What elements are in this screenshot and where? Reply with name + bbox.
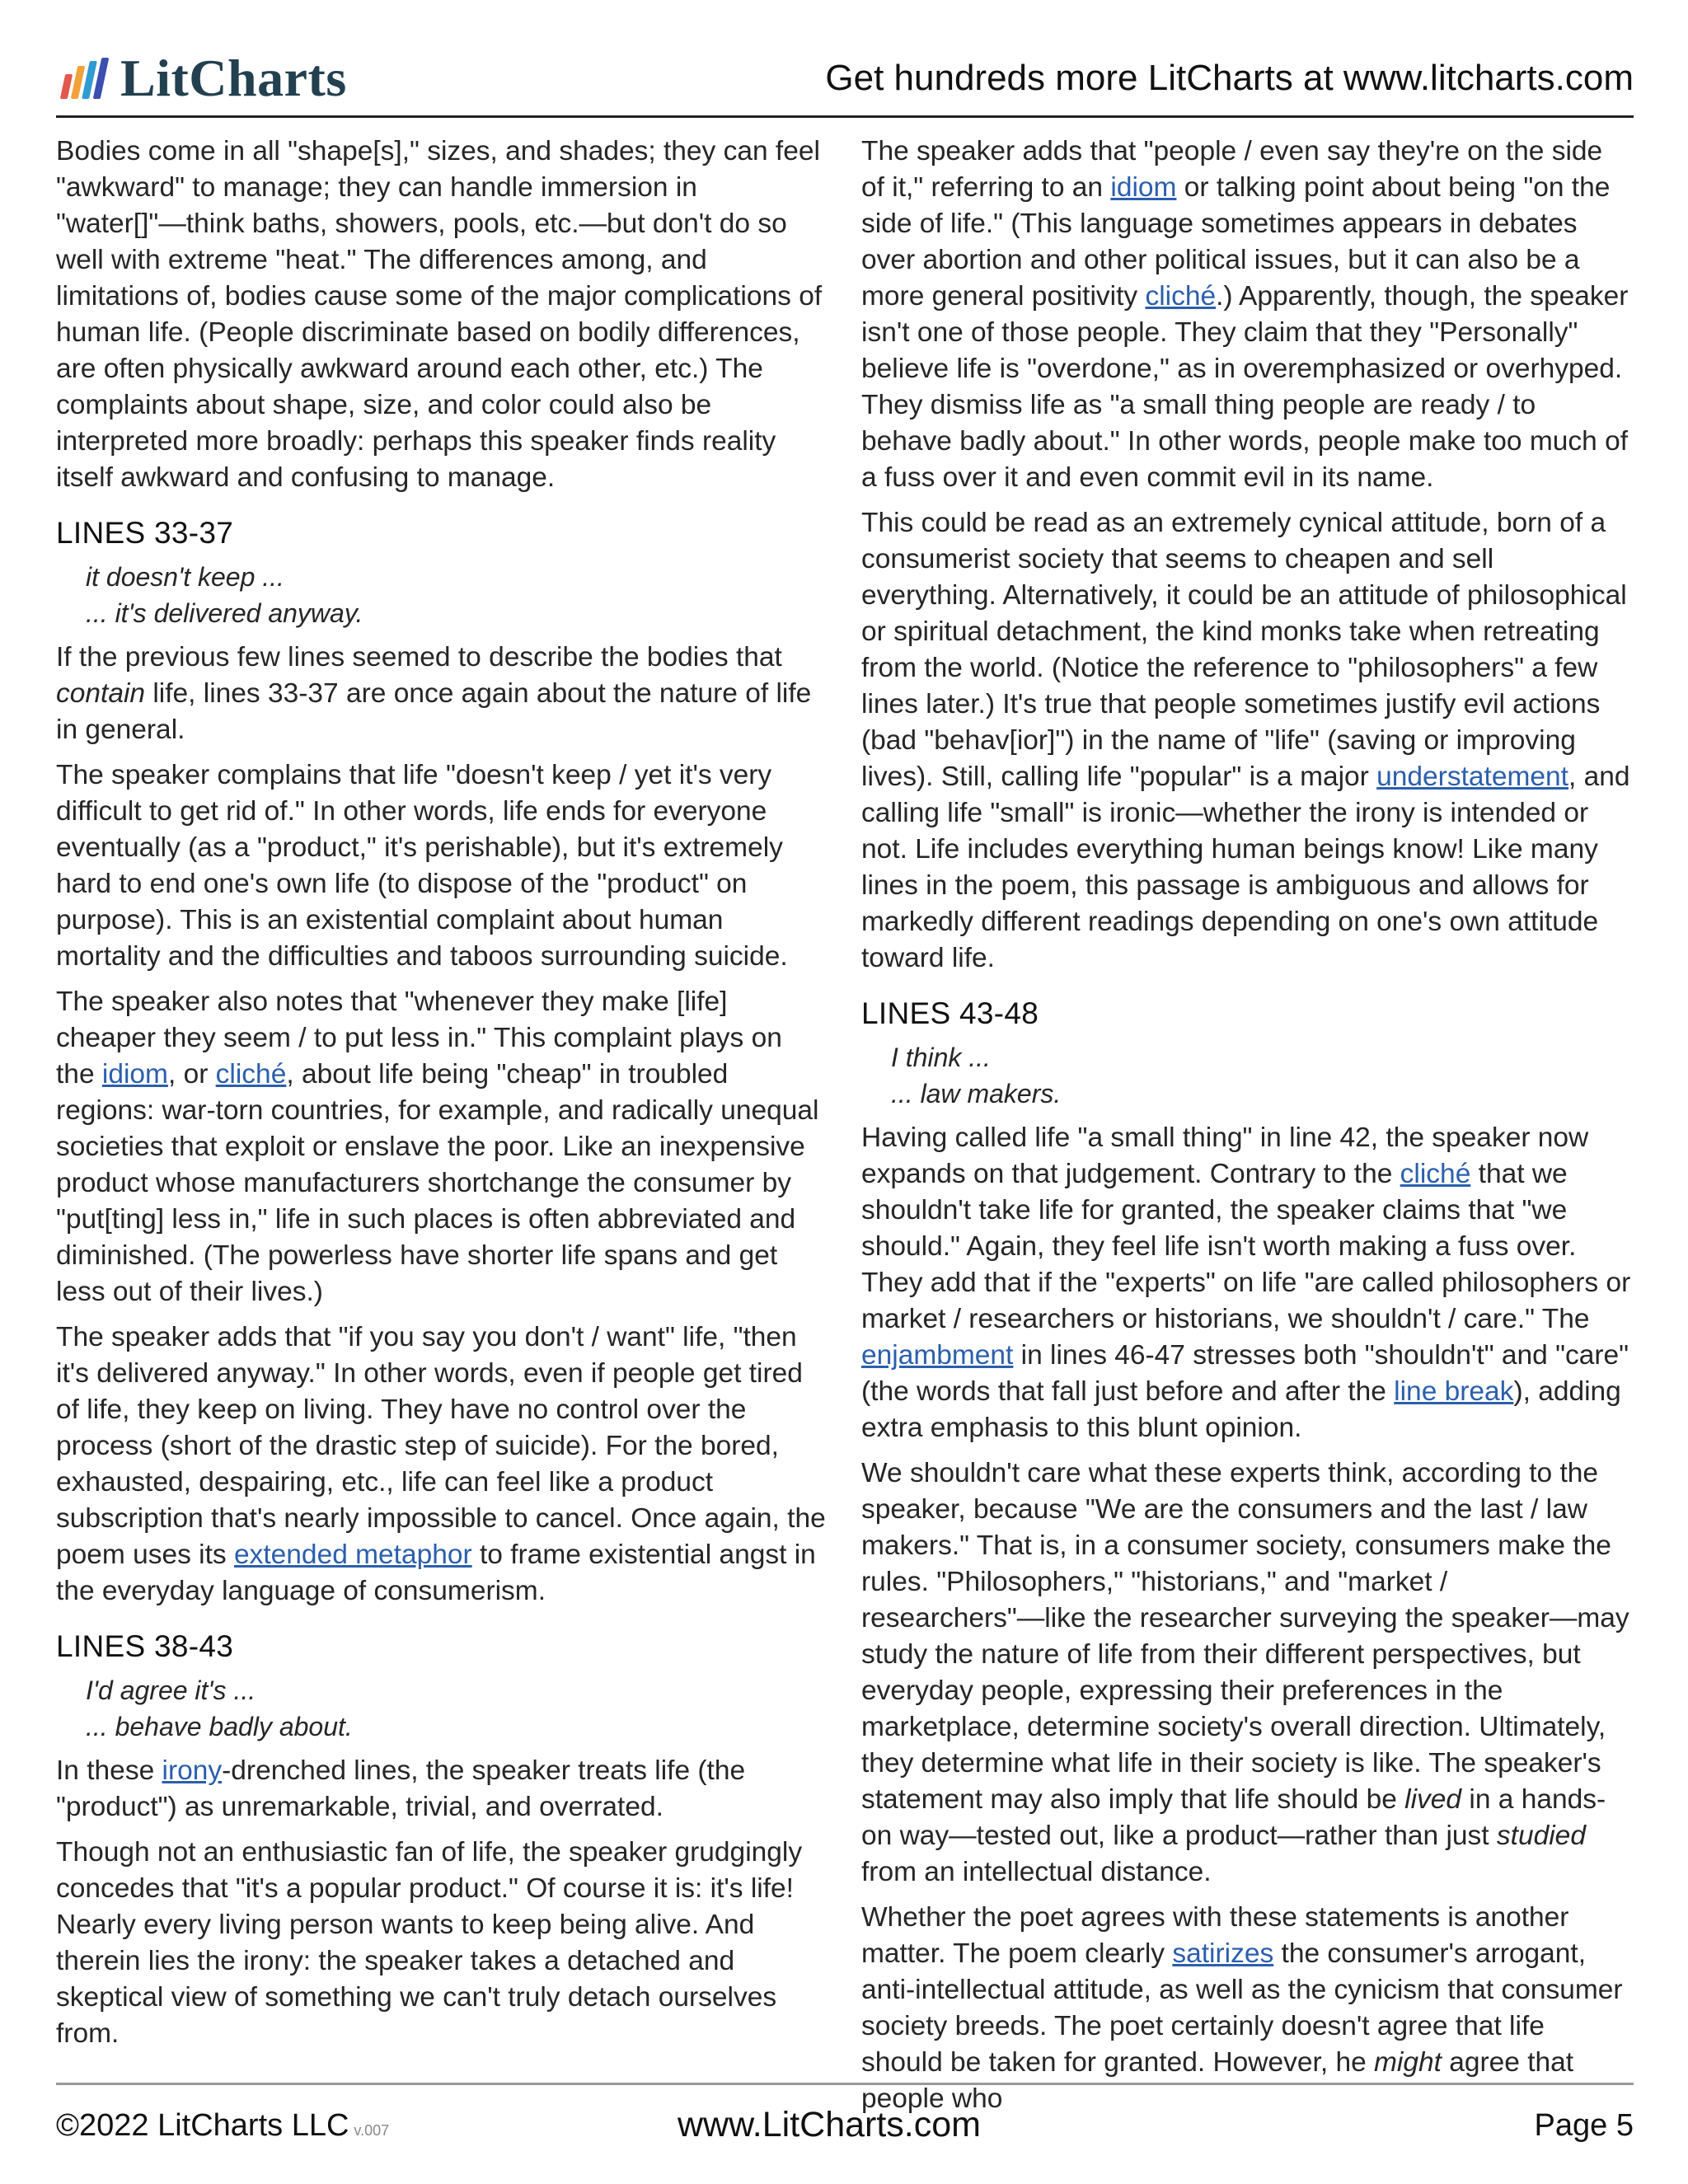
section-heading: LINES 38-43 [56,1629,234,1663]
text: .) Apparently, though, the speaker isn't one of those people. They claim that they "Personally" believe life is "overdone," as in overemphasized or overhyped. They dismiss life as "a small thing people are ready / to behave badly about." In other words, people make too much of a fuss over it and even commit evil in its name. [861,281,1629,493]
text: in lines 46-47 stresses both "shouldn't" and "care" (the words that fall just before and after the [861,1340,1629,1407]
page-number: Page 5 [1534,2108,1634,2143]
page-header [56,49,1634,118]
link-enjambment[interactable]: enjambment [861,1340,1014,1371]
link-line-break[interactable]: line break [1394,1376,1514,1407]
text: agree that people who [861,2047,1574,2114]
text: The speaker also notes that "whenever they make [life] cheaper they seem / to put less in." This complaint plays on the [56,987,782,1090]
text: , about life being "cheap" in troubled regions: war-torn countries, for example, and radically unequal societies that exploit or enslave the poor. Like an inexpensive product whose manufacturers shortchange the consumer by "put[ting] less in," life in such places is often abbreviated and diminished. (The powerless have shorter life spans and get less out of their lives.) [56,1059,819,1307]
paragraph: Though not an enthusiastic fan of life, the speaker grudgingly concedes that "it's a popular product." Of course it is: it's life! Nearly every living person wants to keep being alive. And therein lies the irony: the speaker takes a detached and skeptical view of something we can't truly detach ourselves from. [56,1837,803,2049]
quote-excerpt [891,1039,1633,1112]
brand-name: LitCharts [120,49,347,107]
text: the consumer's arrogant, anti-intellectual attitude, as well as the cynicism that consumer society breeds. The poet certainly doesn't agree that life should be taken for granted. However, he [861,1938,1623,2078]
link-irony[interactable]: irony [162,1755,223,1786]
text: ), adding extra emphasis to this blunt opinion. [861,1376,1621,1443]
text: -drenched lines, the speaker treats life (the "product") as unremarkable, trivial, and overrated. [56,1755,746,1822]
paragraph [861,1455,1633,1891]
text: that we shouldn't take life for granted, the speaker claims that "we should." Again, they feel life isn't worth making a fuss over. They add that if the "experts" on life "are called philosophers or market / researchers or historians, we shouldn't / care." The [861,1159,1631,1334]
quote-line: ... law makers. [891,1079,1062,1108]
text: , or [167,1059,216,1090]
paragraph [56,1319,828,1610]
paragraph: The speaker complains that life "doesn't keep / yet it's very difficult to get rid of." In other words, life ends for everyone eventually (as a "product," it's perishable), but it's extremely hard to end one's own life (to dispose of the "product" on purpose). This is an existential complaint about human mortality and the difficulties and taboos surrounding suicide. [56,760,788,972]
paragraph: Bodies come in all "shape[s]," sizes, and shades; they can feel "awkward" to manage; they can handle immersion in "water[]"—think baths, showers, pools, etc.—but don't do so well with extreme "heat." The differences among, and limitations of, bodies cause some of the major complications of human life. (People discriminate based on bodily differences, are often physically awkward around each other, etc.) The complaints about shape, size, and color could also be interpreted more broadly: perhaps this speaker finds reality itself awkward and confusing to manage. [56,136,823,493]
text: from an intellectual distance. [861,1857,1212,1887]
section-heading: LINES 43-48 [861,996,1039,1030]
paragraph [861,505,1633,977]
section-heading: LINES 33-37 [56,516,234,550]
paragraph [861,134,1633,496]
link-extended-metaphor[interactable]: extended metaphor [233,1540,472,1570]
quote-line: ... behave badly about. [86,1712,353,1741]
text: If the previous few lines seemed to describe the bodies that [56,642,782,673]
link-idiom[interactable]: idiom [1110,172,1177,203]
version-label: v.007 [354,2122,390,2139]
paragraph [861,1120,1633,1446]
text: The speaker adds that "people / even say they're on the side of it," referring to an [861,136,1603,203]
logo-bars-icon [63,58,109,99]
link-understatement[interactable]: understatement [1376,762,1568,792]
text: in a hands-on way—tested out, like a product—rather than just [861,1784,1606,1851]
paragraph [56,984,828,1310]
header-tagline: Get hundreds more LitCharts at www.litcharts.com [825,58,1634,98]
footer-site-link[interactable]: www.LitCharts.com [678,2105,981,2144]
quote-line: ... it's delivered anyway. [86,598,363,628]
quote-line: I think ... [891,1043,991,1072]
text: The speaker adds that "if you say you don't / want" life, "then it's delivered anyway." In other words, even if people get tired of life, they keep on living. They have no control over the process (short of the drastic step of suicide). For the bored, exhausted, despairing, etc., life can feel like a product subscription that's nearly impossible to cancel. Once again, the poem uses its [56,1322,826,1570]
text: or talking point about being "on the side of life." (This language sometimes appears in debates over abortion and other political issues, but it can also be a more general positivity [861,172,1611,312]
copyright-notice [56,2108,389,2144]
link-idiom[interactable]: idiom [101,1059,168,1090]
paragraph [56,1753,828,1825]
text: , and calling life "small" is ironic—whether the irony is intended or not. Life includes everything human beings know! Like many lines in the poem, this passage is ambiguous and allows for markedly different readings depending on one's own attitude toward life. [861,762,1630,973]
text: This could be read as an extremely cynical attitude, born of a consumerist society that seems to cheapen and sell everything. Alternatively, it could be an attitude of philosophical or spiritual detachment, the kind monks take when retreating from the world. (Notice the reference to "philosophers" a few lines later.) It's true that people sometimes justify evil actions (bad "behav[ior]") in the name of "life" (saving or improving lives). Still, calling life "popular" is a major [861,508,1627,792]
left-column [56,134,828,2061]
quote-line: it doesn't keep ... [86,562,284,592]
paragraph [56,640,828,748]
text: We shouldn't care what these experts think, according to the speaker, because "We are the consumers and the last / law makers." That is, in a consumer society, consumers make the rules. "Philosophers," "historians," and "market / researchers"—like the researcher surveying the speaker—may study the nature of life from their different perspectives, but everyday people, expressing their preferences in the marketplace, determine society's overall direction. Ultimately, they determine what life in their society is like. The speaker's statement may also imply that life should be [861,1458,1629,1815]
emphasis: might [1374,2047,1442,2078]
text: In these [56,1755,162,1786]
emphasis: studied [1496,1821,1586,1851]
text: Having called life "a small thing" in line 42, the speaker now expands on that judgement. Contrary to the [861,1122,1589,1189]
link-cliche[interactable]: cliché [215,1059,287,1090]
text: to frame existential angst in the everyday language of consumerism. [56,1540,816,1606]
link-cliche[interactable]: cliché [1145,281,1217,312]
link-cliche[interactable]: cliché [1400,1159,1471,1189]
litcharts-logo[interactable] [63,51,347,105]
link-satirizes[interactable]: satirizes [1172,1938,1274,1969]
quote-excerpt [86,559,828,631]
quote-line: I'd agree it's ... [86,1675,256,1705]
quote-excerpt [86,1672,828,1745]
text: Whether the poet agrees with these statements is another matter. The poem clearly [861,1902,1569,1969]
emphasis: contain [56,678,146,709]
emphasis: lived [1404,1784,1462,1815]
text: life, lines 33-37 are once again about the nature of life in general. [56,678,812,745]
right-column [861,134,1633,2126]
copyright-text: ©2022 LitCharts LLC [56,2108,349,2143]
page-footer [56,2083,1634,2144]
